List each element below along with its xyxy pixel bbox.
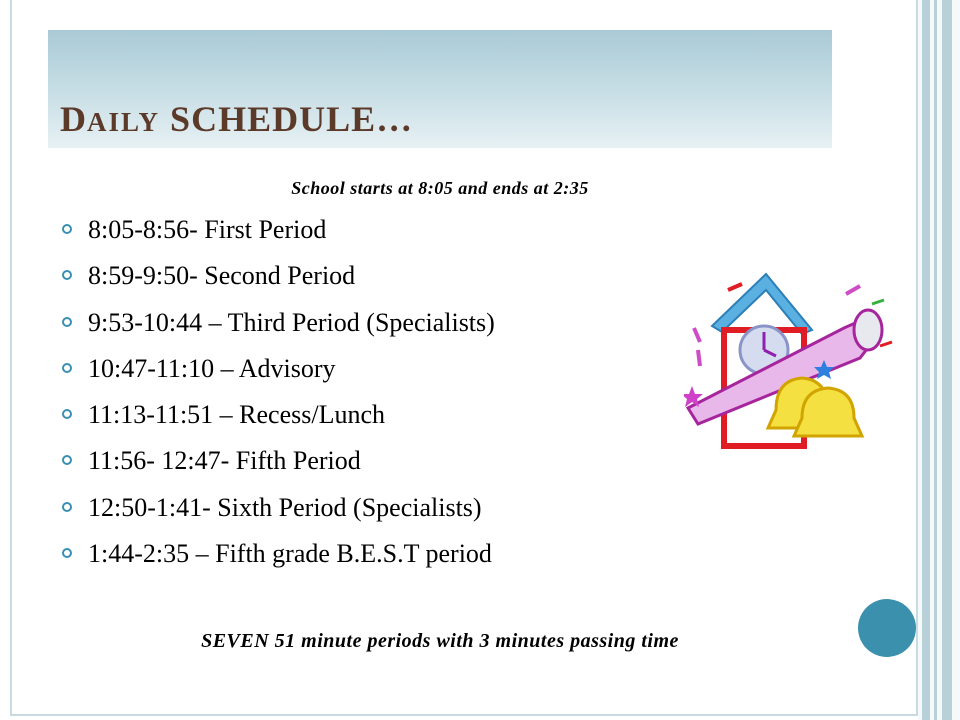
footer-note: SEVEN 51 minute periods with 3 minutes passing time [201, 630, 679, 652]
right-decor-bars [918, 0, 960, 720]
ring-bullet-icon [62, 363, 72, 373]
ring-bullet-icon [62, 317, 72, 327]
ring-bullet-icon [62, 224, 72, 234]
slide-title: DAILY SCHEDULE… [60, 99, 414, 139]
school-bells-clipart-icon [684, 268, 904, 478]
ring-bullet-icon [62, 502, 72, 512]
accent-circle [858, 599, 916, 657]
subtitle: School starts at 8:05 and ends at 2:35 [291, 178, 589, 198]
